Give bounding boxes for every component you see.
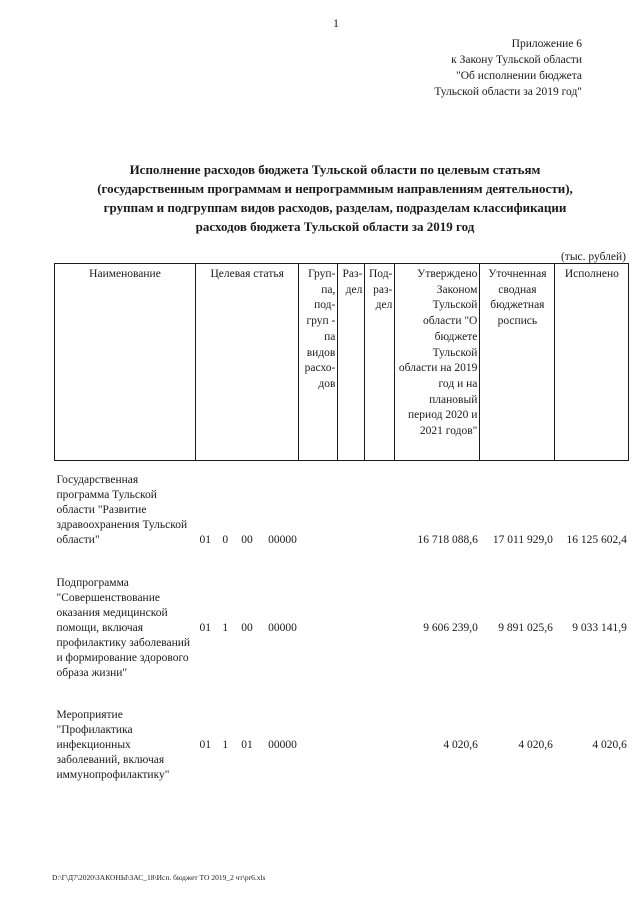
code-program: 01 <box>199 534 211 546</box>
header-expense-group: Груп-па, под-груп - па видов расхо-дов <box>299 264 338 461</box>
row-target-code <box>196 461 299 549</box>
code-event: 01 <box>241 739 253 751</box>
code-event: 00 <box>241 534 253 546</box>
header-name: Наименование <box>55 264 196 461</box>
row-specified: 4 020,6 <box>518 739 553 751</box>
document-title <box>40 160 630 236</box>
code-program: 01 <box>199 622 211 634</box>
title-line: группам и подгруппам видов расходов, разделам, подразделам классификации <box>103 200 567 215</box>
title-line: расходов бюджета Тульской области за 2019 год <box>195 219 475 234</box>
table-header-row <box>55 264 629 461</box>
appendix-line: "Об исполнении бюджета <box>456 70 582 82</box>
budget-table <box>54 263 629 783</box>
table-row <box>55 548 629 681</box>
code-subprogram: 1 <box>222 739 229 751</box>
row-specified: 9 891 025,6 <box>498 622 553 634</box>
table-row <box>55 461 629 549</box>
row-name: Государственная программа Тульской области "Развитие здравоохранения Тульской области" <box>56 474 188 546</box>
row-name: Мероприятие "Профилактика инфекционных заболеваний, включая иммунопрофилактику" <box>56 709 170 781</box>
row-target-code <box>196 681 299 783</box>
header-specified: Уточненная сводная бюджетная роспись <box>480 264 555 461</box>
appendix-line: Приложение 6 <box>511 38 582 50</box>
row-executed: 9 033 141,9 <box>572 622 627 634</box>
units-label: (тыс. рублей) <box>560 251 626 263</box>
code-program: 01 <box>199 739 211 751</box>
header-target-article: Целевая статья <box>196 264 299 461</box>
header-approved: Утверждено Законом Тульской области "О бюджете Тульской области на 2019 год и на плановый период 2020 и 2021 годов" <box>395 264 480 461</box>
header-section: Раз-дел <box>338 264 365 461</box>
row-executed: 4 020,6 <box>592 739 627 751</box>
row-name: Подпрограмма "Совершенствование оказания медицинской помощи, включая профилактику заболеваний и формирование здорового образа жизни" <box>56 577 191 679</box>
file-path-footer: D:\Г\Д7\2020\ЗАКОНЫ\ЗАС_18\Исп. бюджет ТО 2019_2 чт\pr6.xls <box>52 873 266 882</box>
appendix-line: Тульской области за 2019 год" <box>434 86 582 98</box>
row-target-code <box>196 548 299 681</box>
code-subprogram: 1 <box>222 622 229 634</box>
title-line: Исполнение расходов бюджета Тульской области по целевым статьям <box>129 162 541 177</box>
table-row <box>55 681 629 783</box>
title-line: (государственным программам и непрограммным направлениям деятельности), <box>97 181 573 196</box>
row-approved: 16 718 088,6 <box>417 534 478 546</box>
code-subprogram: 0 <box>222 534 229 546</box>
page-number: 1 <box>333 16 339 30</box>
row-specified: 17 011 929,0 <box>492 534 553 546</box>
row-approved: 9 606 239,0 <box>423 622 478 634</box>
code-direction: 00000 <box>268 534 297 546</box>
code-event: 00 <box>241 622 253 634</box>
appendix-line: к Закону Тульской области <box>451 54 582 66</box>
code-direction: 00000 <box>268 739 297 751</box>
header-executed: Исполнено <box>555 264 629 461</box>
row-executed: 16 125 602,4 <box>566 534 627 546</box>
row-approved: 4 020,6 <box>443 739 478 751</box>
header-subsection: Под-раз-дел <box>365 264 395 461</box>
code-direction: 00000 <box>268 622 297 634</box>
appendix-note <box>434 36 582 100</box>
